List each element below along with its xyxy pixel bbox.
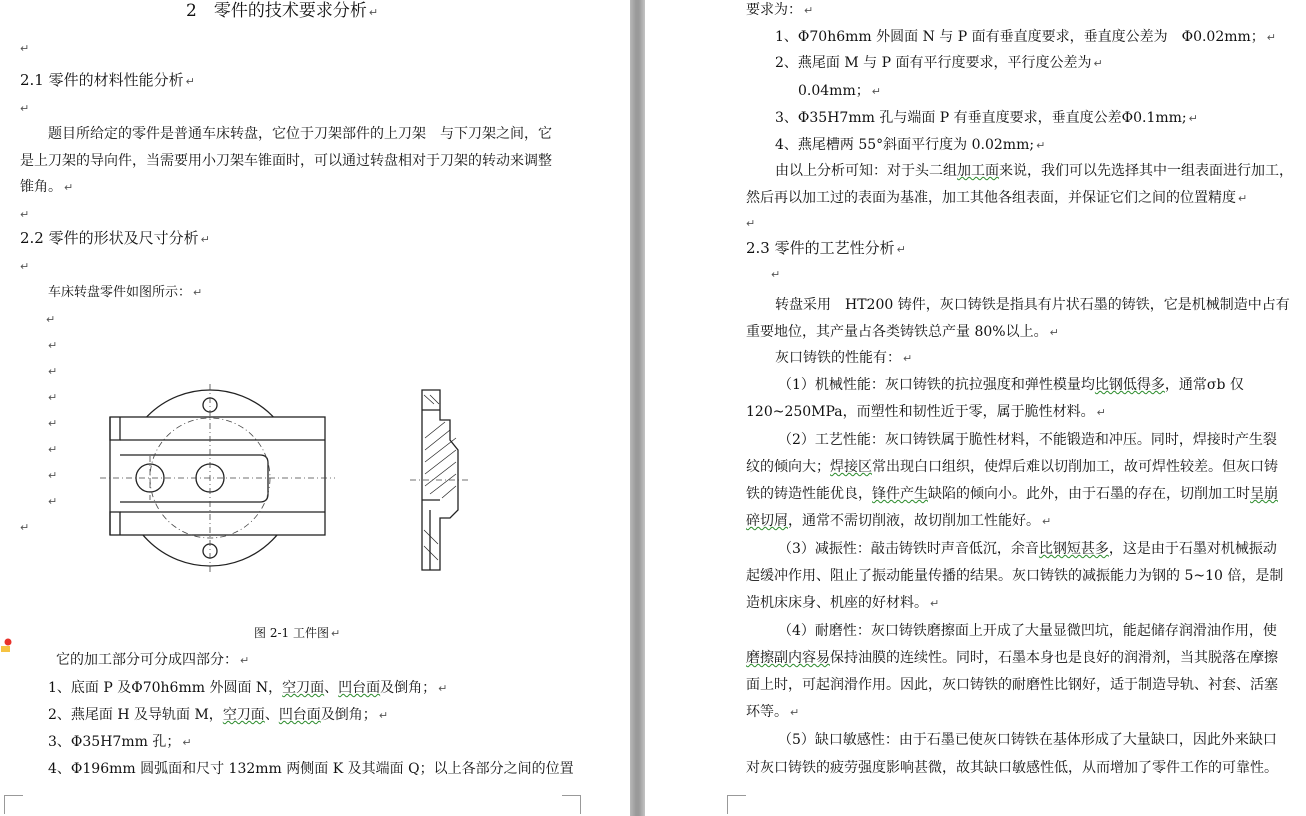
empty-paragraph: ↵ [48,469,58,482]
empty-paragraph: ↵ [48,417,58,430]
body-text: 是上刀架的导向件，当需要用小刀架车锥面时，可以通过转盘相对于刀架的转动来调整 [20,153,552,169]
page-corner-mark [4,795,23,814]
body-text: 要求为： ↵ [746,2,814,18]
page-gutter [630,0,645,816]
document-page-left [0,0,630,816]
empty-paragraph: ↵ [20,521,30,534]
body-text: 锥角。 ↵ [20,179,74,195]
page-corner-mark [562,795,581,814]
body-text: 然后再以加工过的表面为基准，加工其他各组表面，并保证它们之间的位置精度 ↵ [746,190,1248,206]
list-item: 3、Φ35H7mm 孔与端面 P 有垂直度要求，垂直度公差Φ0.1mm; ↵ [775,110,1198,126]
document-page-right [645,0,1306,816]
empty-paragraph: ↵ [20,102,30,115]
list-item: 1、底面 P 及Φ70h6mm 外圆面 N，空刀面、凹台面及倒角； ↵ [48,680,448,696]
body-text: （2）工艺性能：灰口铸铁属于脆性材料，不能锻造和冲压。同时，焊接时产生裂 [778,432,1277,448]
empty-paragraph: ↵ [20,208,30,221]
body-text: 对灰口铸铁的疲劳强度影响甚微，故其缺口敏感性低，从而增加了零件工作的可靠性。 [746,760,1278,776]
empty-paragraph: ↵ [48,495,58,508]
workpiece-drawing [100,380,480,580]
empty-paragraph: ↵ [48,365,58,378]
body-text: 重要地位，其产量占各类铸铁总产量 80%以上。 ↵ [746,324,1059,340]
body-text: 碎切屑，通常不需切削液，故切削加工性能好。 ↵ [746,513,1052,529]
figure-caption: 图 2-1 工件图 ↵ [254,626,341,640]
body-text: 纹的倾向大；焊接区常出现白口组织，使焊后难以切削加工，故可焊性较差。但灰口铸 [746,459,1278,475]
body-text: 面上时，可起润滑作用。因此，灰口铸铁的耐磨性比钢好，适于制造导轨、衬套、活塞 [746,677,1278,693]
list-item: 0.04mm； ↵ [798,83,881,99]
empty-paragraph: ↵ [771,268,781,281]
body-text: （5）缺口敏感性：由于石墨已使灰口铸铁在基体形成了大量缺口，因此外来缺口 [778,732,1277,748]
empty-paragraph: ↵ [46,313,56,326]
empty-paragraph: ↵ [48,391,58,404]
section-heading-2-3: 2.3 零件的工艺性分析 ↵ [746,239,906,257]
body-text: 磨擦副内容易保持油膜的连续性。同时，石墨本身也是良好的润滑剂，当其脱落在摩擦 [746,650,1278,666]
body-text: 它的加工部分可分成四部分： ↵ [56,652,250,668]
body-text: （1）机械性能：灰口铸铁的抗拉强度和弹性模量均比钢低得多，通常σb 仅 [778,377,1244,393]
body-text: （3）减振性：敲击铸铁时声音低沉，余音比钢短甚多，这是由于石墨对机械振动 [778,541,1277,557]
list-item: 4、燕尾槽两 55°斜面平行度为 0.02mm; ↵ [775,137,1046,153]
chapter-heading: 2 零件的技术要求分析 ↵ [186,1,379,21]
comment-marker-icon[interactable] [0,637,12,653]
empty-paragraph: ↵ [48,339,58,352]
section-heading-2-1: 2.1 零件的材料性能分析 ↵ [20,71,195,89]
list-item: 2、燕尾面 M 与 P 面有平行度要求，平行度公差为 ↵ [775,55,1103,71]
body-text: 铁的铸造性能优良，锋件产生缺陷的倾向小。此外，由于石墨的存在，切削加工时呈崩 [746,486,1278,502]
body-text: 车床转盘零件如图所示： ↵ [48,285,203,300]
empty-paragraph: ↵ [20,260,30,273]
list-item: 1、Φ70h6mm 外圆面 N 与 P 面有垂直度要求，垂直度公差为 Φ0.02mm； ↵ [775,29,1277,45]
body-text: 转盘采用 HT200 铸件，灰口铸铁是指具有片状石墨的铸铁，它是机械制造中占有 [775,297,1290,313]
list-item: 4、Φ196mm 圆弧面和尺寸 132mm 两侧面 K 及其端面 Q；以上各部分之间的位置 [48,761,574,777]
empty-paragraph: ↵ [746,217,756,230]
body-text: 起缓冲作用、阻止了振动能量传播的结果。灰口铸铁的减振能力为钢的 5~10 倍，是制 [746,568,1284,584]
body-text: 造机床床身、机座的好材料。 ↵ [746,595,940,611]
empty-paragraph: ↵ [48,443,58,456]
body-text: 120~250MPa，而塑性和韧性近于零，属于脆性材料。 ↵ [746,404,1106,420]
body-text: 题目所给定的零件是普通车床转盘，它位于刀架部件的上刀架 与下刀架之间，它 [48,126,552,142]
empty-paragraph: ↵ [20,42,30,55]
list-item: 3、Φ35H7mm 孔； ↵ [48,734,192,750]
body-text: 由以上分析可知：对于头二组加工面来说，我们可以先选择其中一组表面进行加工， [775,163,1293,179]
list-item: 2、燕尾面 H 及导轨面 M，空刀面、凹台面及倒角； ↵ [48,707,389,723]
page-corner-mark [727,795,746,814]
section-heading-2-2: 2.2 零件的形状及尺寸分析 ↵ [20,229,210,247]
body-text: （4）耐磨性：灰口铸铁磨擦面上开成了大量显微凹坑，能起储存润滑油作用，使 [778,623,1277,639]
body-text: 环等。 ↵ [746,704,800,720]
body-text: 灰口铸铁的性能有： ↵ [775,350,913,366]
